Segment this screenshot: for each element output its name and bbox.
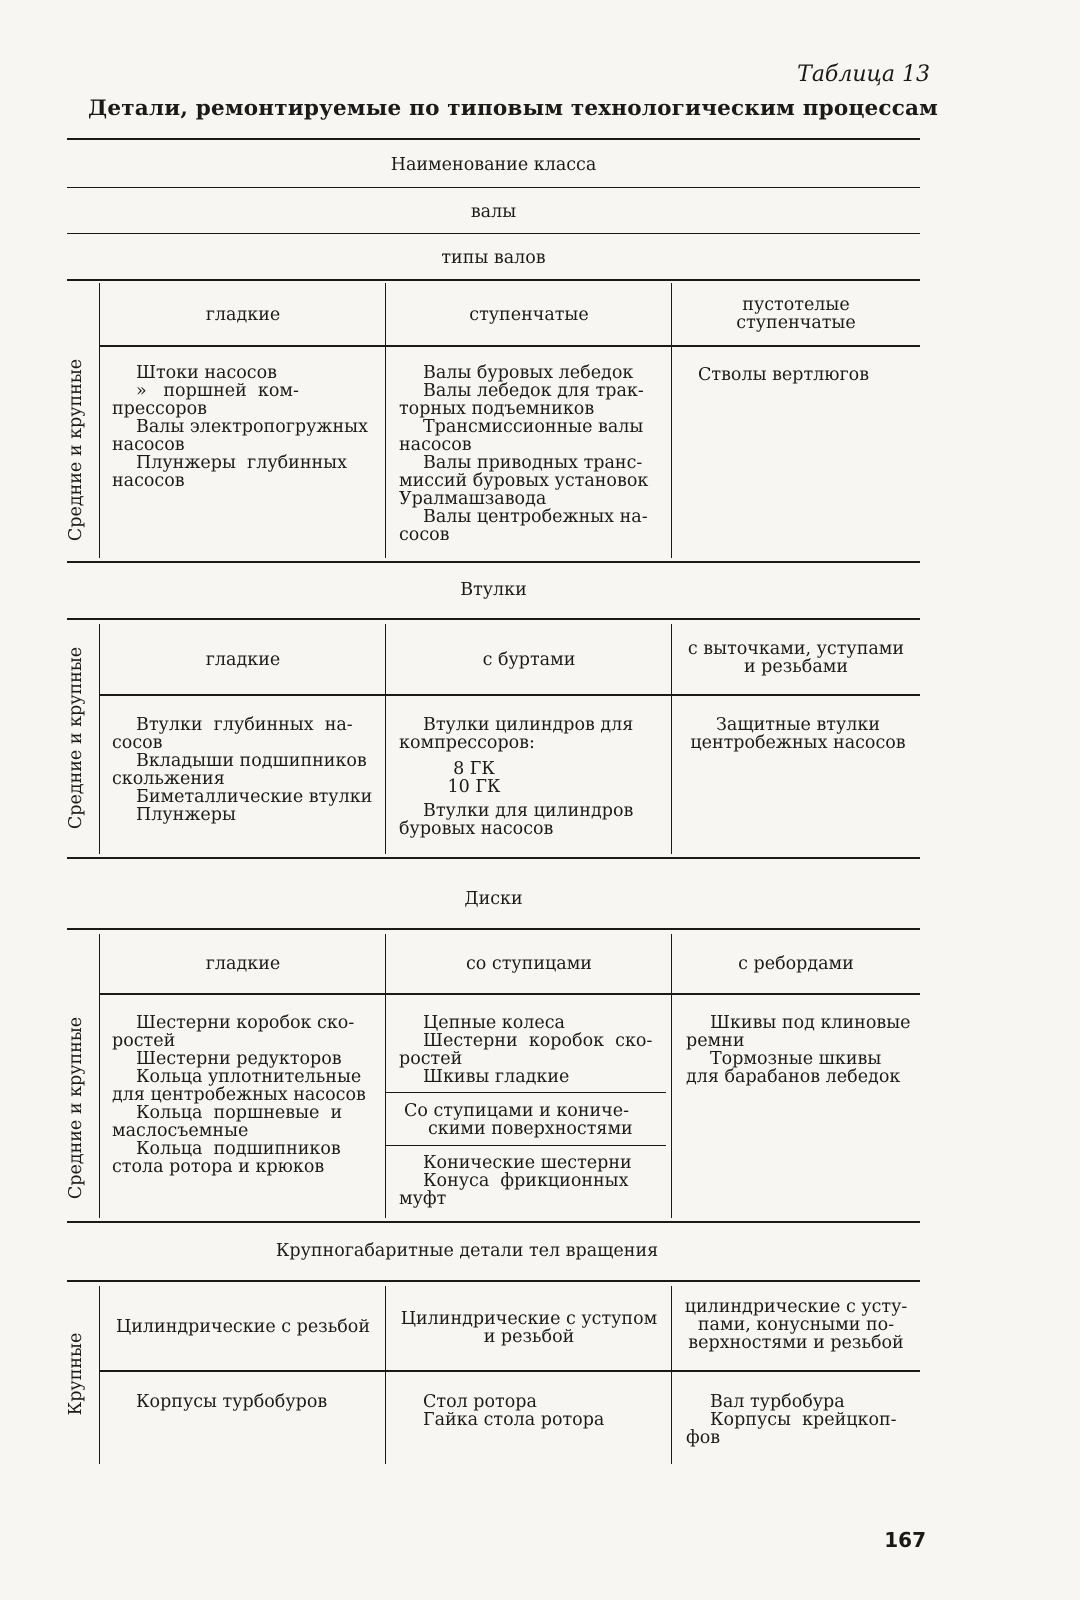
divider (67, 857, 920, 859)
table-top-rule (67, 138, 920, 140)
divider (100, 345, 920, 347)
discs-conical-hubs: Со ступицами и кониче- скими поверхностями (404, 1101, 633, 1139)
shafts-smooth-items: Штоки насосов » поршней ком- прессоров Валы электропогружных насосов Плунжеры глубинных насосов (112, 363, 368, 491)
section-title-discs: Диски (464, 889, 523, 909)
large-stepped-items: Стол ротора Гайка стола ротора (423, 1392, 605, 1430)
divider (100, 694, 920, 696)
column-rule (385, 283, 386, 558)
divider (386, 1145, 666, 1146)
class-header: Наименование класса (390, 155, 597, 175)
column-rule (385, 934, 386, 1218)
discs-smooth-items: Шестерни коробок ско- ростей Шестерни редукторов Кольца уплотнительные для центробежных насосов Кольца поршневые и маслосъемные Кольца подшипников стола ротора и крюков (112, 1013, 366, 1177)
size-label-large: Крупные (66, 1332, 86, 1416)
discs-col-smooth: гладкие (205, 954, 281, 974)
large-col-threaded: Цилиндрические с резьбой (116, 1317, 370, 1337)
large-conical-items: Вал турбобура Корпусы крейцкоп- фов (686, 1392, 897, 1448)
divider (67, 561, 920, 563)
section-title-large: Крупногабаритные детали тел вращения (275, 1241, 659, 1261)
column-rule (671, 283, 672, 558)
divider (67, 279, 920, 281)
shafts-col-stepped: ступенчатые (469, 305, 589, 325)
document-title: Детали, ремонтируемые по типовым технологическим процессам (88, 96, 939, 121)
column-rule (671, 1286, 672, 1464)
discs-flanges-items: Шкивы под клиновые ремни Тормозные шкивы для барабанов лебедок (686, 1013, 911, 1087)
bushings-col-collars: с буртами (482, 650, 576, 670)
bushings-smooth-items: Втулки глубинных на- сосов Вкладыши подшипников скольжения Биметаллические втулки Плунжеры (112, 715, 373, 825)
size-label-shafts: Средние и крупные (66, 358, 86, 542)
divider (386, 1092, 666, 1093)
divider (100, 993, 920, 995)
column-rule (671, 624, 672, 854)
column-rule (99, 1286, 100, 1464)
divider (67, 1280, 920, 1282)
section-title-shafts: валы (470, 202, 517, 222)
shafts-hollow-items: Стволы вертлюгов (698, 365, 870, 385)
large-col-stepped-threaded: Цилиндрические с уступом и резьбой (400, 1309, 658, 1347)
discs-hubs-items: Цепные колеса Шестерни коробок ско- ростей Шкивы гладкие (399, 1013, 653, 1087)
bushings-collar-items: Втулки цилиндров для компрессоров: 8 ГК 10 ГК Втулки для цилиндров буровых насосов (399, 715, 634, 839)
section-title-bushings: Втулки (460, 580, 527, 600)
bushings-col-grooves-threads: с выточками, уступами и резьбами (687, 639, 905, 677)
page-number: 167 (884, 1528, 926, 1552)
divider (67, 233, 920, 234)
large-col-stepped-conical: цилиндрические с усту- пами, конусными по- верхностями и резьбой (684, 1297, 908, 1353)
column-rule (671, 934, 672, 1218)
divider (67, 618, 920, 620)
shaft-types-subtitle: типы валов (441, 248, 546, 268)
divider (67, 1221, 920, 1223)
bushings-col-smooth: гладкие (205, 650, 281, 670)
column-rule (99, 624, 100, 854)
divider (67, 928, 920, 930)
discs-col-hubs: со ступицами (466, 954, 592, 974)
discs-col-flanges: с ребордами (738, 954, 854, 974)
large-threaded-items: Корпусы турбобуров (136, 1392, 328, 1412)
shafts-col-hollow-stepped: пустотелые ступенчатые (736, 295, 856, 333)
size-label-bushings: Средние и крупные (66, 646, 86, 830)
table-number: Таблица 13 (797, 62, 930, 87)
size-label-discs: Средние и крупные (66, 1016, 86, 1200)
discs-conical-items: Конические шестерни Конуса фрикционных муфт (399, 1153, 632, 1209)
shafts-col-smooth: гладкие (205, 305, 281, 325)
column-rule (99, 934, 100, 1218)
column-rule (385, 624, 386, 854)
column-rule (385, 1286, 386, 1464)
divider (67, 187, 920, 188)
divider (100, 1370, 920, 1372)
shafts-stepped-items: Валы буровых лебедок Валы лебедок для трак- торных подъемников Трансмиссионные валы насосов Валы приводных транс- миссий буровых установок Уралмашзавода Валы центробежных на- сосов (399, 363, 649, 545)
column-rule (99, 283, 100, 558)
bushings-grooves-items: Защитные втулки центробежных насосов (690, 715, 906, 753)
